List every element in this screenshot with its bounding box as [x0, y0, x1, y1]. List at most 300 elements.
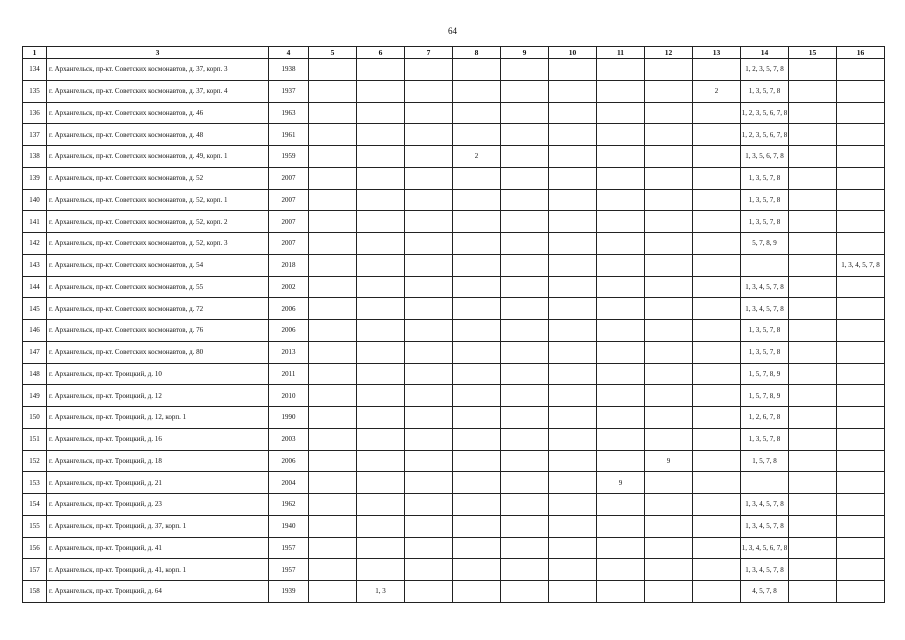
col10-cell [549, 254, 597, 276]
address-cell: г. Архангельск, пр-кт. Советских космонавтов, д. 49, корп. 1 [47, 146, 269, 168]
col8-cell [453, 167, 501, 189]
col13-cell [693, 124, 741, 146]
col10-cell [549, 581, 597, 603]
address-cell: г. Архангельск, пр-кт. Советских космонавтов, д. 80 [47, 341, 269, 363]
col9-cell [501, 363, 549, 385]
column-header: 10 [549, 47, 597, 59]
col12-cell [645, 515, 693, 537]
col6-cell [357, 102, 405, 124]
col7-cell [405, 363, 453, 385]
col16-cell [837, 189, 885, 211]
col8-cell [453, 59, 501, 81]
col16-cell [837, 276, 885, 298]
col9-cell [501, 276, 549, 298]
row-number-cell: 148 [23, 363, 47, 385]
year-cell: 1940 [269, 515, 309, 537]
col15-cell [789, 167, 837, 189]
col12-cell: 9 [645, 450, 693, 472]
col16-cell [837, 537, 885, 559]
col6-cell [357, 428, 405, 450]
year-cell: 2011 [269, 363, 309, 385]
address-cell: г. Архангельск, пр-кт. Советских космонавтов, д. 55 [47, 276, 269, 298]
col13-cell [693, 189, 741, 211]
year-cell: 1961 [269, 124, 309, 146]
col5-cell [309, 320, 357, 342]
year-cell: 1959 [269, 146, 309, 168]
table-row [23, 233, 885, 255]
col8-cell [453, 80, 501, 102]
row-number-cell: 156 [23, 537, 47, 559]
col12-cell [645, 276, 693, 298]
col14-cell: 1, 3, 5, 7, 8 [741, 189, 789, 211]
col8-cell [453, 276, 501, 298]
col14-cell: 1, 3, 5, 7, 8 [741, 428, 789, 450]
col16-cell [837, 167, 885, 189]
col10-cell [549, 494, 597, 516]
col9-cell [501, 341, 549, 363]
col10-cell [549, 146, 597, 168]
column-header: 12 [645, 47, 693, 59]
col15-cell [789, 298, 837, 320]
column-header: 16 [837, 47, 885, 59]
col5-cell [309, 472, 357, 494]
col10-cell [549, 320, 597, 342]
col9-cell [501, 124, 549, 146]
col5-cell [309, 189, 357, 211]
col7-cell [405, 341, 453, 363]
col11-cell [597, 298, 645, 320]
col7-cell [405, 385, 453, 407]
col6-cell: 1, 3 [357, 581, 405, 603]
col13-cell [693, 363, 741, 385]
column-header: 15 [789, 47, 837, 59]
table-row [23, 211, 885, 233]
col14-cell: 1, 3, 4, 5, 7, 8 [741, 494, 789, 516]
table-row [23, 341, 885, 363]
col12-cell [645, 59, 693, 81]
col5-cell [309, 341, 357, 363]
column-header: 11 [597, 47, 645, 59]
year-cell: 2002 [269, 276, 309, 298]
col9-cell [501, 254, 549, 276]
col14-cell: 1, 3, 4, 5, 6, 7, 8 [741, 537, 789, 559]
col8-cell [453, 581, 501, 603]
col11-cell [597, 407, 645, 429]
year-cell: 1963 [269, 102, 309, 124]
col16-cell [837, 385, 885, 407]
address-cell: г. Архангельск, пр-кт. Троицкий, д. 23 [47, 494, 269, 516]
col8-cell [453, 320, 501, 342]
col10-cell [549, 211, 597, 233]
year-cell: 1957 [269, 537, 309, 559]
col16-cell [837, 124, 885, 146]
row-number-cell: 141 [23, 211, 47, 233]
col8-cell [453, 298, 501, 320]
col16-cell [837, 494, 885, 516]
col7-cell [405, 428, 453, 450]
year-cell: 2007 [269, 211, 309, 233]
col10-cell [549, 124, 597, 146]
col12-cell [645, 189, 693, 211]
col15-cell [789, 581, 837, 603]
col7-cell [405, 472, 453, 494]
col13-cell [693, 515, 741, 537]
col9-cell [501, 515, 549, 537]
col11-cell [597, 276, 645, 298]
address-cell: г. Архангельск, пр-кт. Советских космонавтов, д. 52, корп. 1 [47, 189, 269, 211]
col5-cell [309, 146, 357, 168]
col15-cell [789, 124, 837, 146]
col9-cell [501, 537, 549, 559]
year-cell: 2007 [269, 167, 309, 189]
col7-cell [405, 276, 453, 298]
col13-cell [693, 385, 741, 407]
col11-cell [597, 80, 645, 102]
data-table [22, 46, 885, 603]
col5-cell [309, 515, 357, 537]
col7-cell [405, 515, 453, 537]
col15-cell [789, 428, 837, 450]
year-cell: 2018 [269, 254, 309, 276]
col11-cell [597, 211, 645, 233]
col14-cell: 1, 3, 4, 5, 7, 8 [741, 559, 789, 581]
col5-cell [309, 124, 357, 146]
col10-cell [549, 385, 597, 407]
col10-cell [549, 407, 597, 429]
col11-cell [597, 320, 645, 342]
column-header: 6 [357, 47, 405, 59]
row-number-cell: 143 [23, 254, 47, 276]
col11-cell [597, 428, 645, 450]
col11-cell [597, 494, 645, 516]
col12-cell [645, 167, 693, 189]
col10-cell [549, 537, 597, 559]
col10-cell [549, 298, 597, 320]
col14-cell: 1, 3, 4, 5, 7, 8 [741, 298, 789, 320]
table-row [23, 537, 885, 559]
col9-cell [501, 450, 549, 472]
col13-cell [693, 559, 741, 581]
col13-cell [693, 233, 741, 255]
col9-cell [501, 80, 549, 102]
col12-cell [645, 428, 693, 450]
col6-cell [357, 363, 405, 385]
col9-cell [501, 407, 549, 429]
col11-cell [597, 341, 645, 363]
col14-cell: 1, 3, 4, 5, 7, 8 [741, 276, 789, 298]
col5-cell [309, 254, 357, 276]
table-row [23, 146, 885, 168]
col15-cell [789, 515, 837, 537]
col9-cell [501, 211, 549, 233]
col5-cell [309, 494, 357, 516]
table-row [23, 102, 885, 124]
col8-cell [453, 189, 501, 211]
table-row [23, 320, 885, 342]
col6-cell [357, 80, 405, 102]
table-row [23, 428, 885, 450]
col10-cell [549, 59, 597, 81]
col12-cell [645, 581, 693, 603]
col7-cell [405, 102, 453, 124]
col6-cell [357, 167, 405, 189]
col10-cell [549, 363, 597, 385]
col6-cell [357, 494, 405, 516]
col8-cell [453, 407, 501, 429]
address-cell: г. Архангельск, пр-кт. Советских космонавтов, д. 37, корп. 4 [47, 80, 269, 102]
col10-cell [549, 102, 597, 124]
row-number-cell: 137 [23, 124, 47, 146]
col11-cell [597, 102, 645, 124]
col9-cell [501, 189, 549, 211]
col15-cell [789, 189, 837, 211]
col7-cell [405, 59, 453, 81]
col15-cell [789, 407, 837, 429]
col10-cell [549, 276, 597, 298]
col14-cell: 1, 3, 5, 7, 8 [741, 341, 789, 363]
col7-cell [405, 450, 453, 472]
row-number-cell: 139 [23, 167, 47, 189]
col13-cell [693, 102, 741, 124]
table-row [23, 559, 885, 581]
col6-cell [357, 320, 405, 342]
col13-cell [693, 254, 741, 276]
col16-cell [837, 407, 885, 429]
col14-cell: 1, 5, 7, 8, 9 [741, 385, 789, 407]
year-cell: 1962 [269, 494, 309, 516]
col6-cell [357, 515, 405, 537]
column-header: 9 [501, 47, 549, 59]
col5-cell [309, 233, 357, 255]
column-header: 7 [405, 47, 453, 59]
col7-cell [405, 167, 453, 189]
col10-cell [549, 233, 597, 255]
col11-cell [597, 59, 645, 81]
col13-cell [693, 428, 741, 450]
col5-cell [309, 581, 357, 603]
col11-cell [597, 233, 645, 255]
col6-cell [357, 211, 405, 233]
col15-cell [789, 341, 837, 363]
col10-cell [549, 472, 597, 494]
col16-cell [837, 581, 885, 603]
col10-cell [549, 515, 597, 537]
col16-cell: 1, 3, 4, 5, 7, 8 [837, 254, 885, 276]
col6-cell [357, 189, 405, 211]
col15-cell [789, 233, 837, 255]
col14-cell: 1, 2, 6, 7, 8 [741, 407, 789, 429]
col8-cell [453, 233, 501, 255]
col15-cell [789, 472, 837, 494]
column-header: 14 [741, 47, 789, 59]
col10-cell [549, 167, 597, 189]
table-row [23, 494, 885, 516]
row-number-cell: 145 [23, 298, 47, 320]
year-cell: 2010 [269, 385, 309, 407]
col14-cell: 1, 3, 5, 7, 8 [741, 211, 789, 233]
col16-cell [837, 59, 885, 81]
col7-cell [405, 189, 453, 211]
col13-cell [693, 494, 741, 516]
table-row [23, 167, 885, 189]
col7-cell [405, 320, 453, 342]
row-number-cell: 147 [23, 341, 47, 363]
col6-cell [357, 124, 405, 146]
col8-cell [453, 515, 501, 537]
col9-cell [501, 146, 549, 168]
row-number-cell: 144 [23, 276, 47, 298]
row-number-cell: 138 [23, 146, 47, 168]
col8-cell [453, 102, 501, 124]
col16-cell [837, 211, 885, 233]
address-cell: г. Архангельск, пр-кт. Троицкий, д. 37, корп. 1 [47, 515, 269, 537]
col12-cell [645, 472, 693, 494]
year-cell: 1938 [269, 59, 309, 81]
col12-cell [645, 102, 693, 124]
col12-cell [645, 320, 693, 342]
table-row [23, 407, 885, 429]
year-cell: 2003 [269, 428, 309, 450]
row-number-cell: 153 [23, 472, 47, 494]
col11-cell: 9 [597, 472, 645, 494]
col14-cell [741, 254, 789, 276]
col12-cell [645, 407, 693, 429]
col15-cell [789, 146, 837, 168]
col15-cell [789, 559, 837, 581]
col16-cell [837, 80, 885, 102]
col8-cell [453, 341, 501, 363]
col8-cell [453, 385, 501, 407]
col13-cell [693, 581, 741, 603]
col11-cell [597, 581, 645, 603]
col10-cell [549, 450, 597, 472]
col16-cell [837, 515, 885, 537]
col6-cell [357, 59, 405, 81]
col5-cell [309, 559, 357, 581]
col12-cell [645, 559, 693, 581]
col16-cell [837, 320, 885, 342]
column-header: 1 [23, 47, 47, 59]
col16-cell [837, 472, 885, 494]
address-cell: г. Архангельск, пр-кт. Троицкий, д. 18 [47, 450, 269, 472]
col8-cell: 2 [453, 146, 501, 168]
col14-cell: 1, 3, 4, 5, 7, 8 [741, 515, 789, 537]
col6-cell [357, 537, 405, 559]
col12-cell [645, 363, 693, 385]
year-cell: 1937 [269, 80, 309, 102]
col11-cell [597, 515, 645, 537]
year-cell: 2004 [269, 472, 309, 494]
address-cell: г. Архангельск, пр-кт. Советских космонавтов, д. 48 [47, 124, 269, 146]
col7-cell [405, 581, 453, 603]
col13-cell [693, 167, 741, 189]
col8-cell [453, 472, 501, 494]
col12-cell [645, 124, 693, 146]
col5-cell [309, 102, 357, 124]
col6-cell [357, 341, 405, 363]
header-row [23, 47, 885, 59]
col9-cell [501, 428, 549, 450]
year-cell: 1939 [269, 581, 309, 603]
col8-cell [453, 211, 501, 233]
col9-cell [501, 102, 549, 124]
col9-cell [501, 298, 549, 320]
col5-cell [309, 407, 357, 429]
col7-cell [405, 494, 453, 516]
col8-cell [453, 537, 501, 559]
table-row [23, 276, 885, 298]
table-row [23, 59, 885, 81]
col13-cell [693, 472, 741, 494]
table-row [23, 450, 885, 472]
col13-cell [693, 537, 741, 559]
address-cell: г. Архангельск, пр-кт. Троицкий, д. 12 [47, 385, 269, 407]
col7-cell [405, 537, 453, 559]
year-cell: 1957 [269, 559, 309, 581]
col5-cell [309, 59, 357, 81]
col7-cell [405, 80, 453, 102]
col14-cell: 1, 2, 3, 5, 6, 7, 8 [741, 124, 789, 146]
col5-cell [309, 167, 357, 189]
row-number-cell: 158 [23, 581, 47, 603]
col5-cell [309, 428, 357, 450]
address-cell: г. Архангельск, пр-кт. Советских космонавтов, д. 52, корп. 3 [47, 233, 269, 255]
col9-cell [501, 320, 549, 342]
address-cell: г. Архангельск, пр-кт. Советских космонавтов, д. 76 [47, 320, 269, 342]
table-row [23, 385, 885, 407]
col8-cell [453, 254, 501, 276]
table-row [23, 363, 885, 385]
col7-cell [405, 146, 453, 168]
col5-cell [309, 211, 357, 233]
address-cell: г. Архангельск, пр-кт. Троицкий, д. 41 [47, 537, 269, 559]
col7-cell [405, 211, 453, 233]
col9-cell [501, 472, 549, 494]
col13-cell [693, 298, 741, 320]
col13-cell [693, 146, 741, 168]
address-cell: г. Архангельск, пр-кт. Советских космонавтов, д. 37, корп. 3 [47, 59, 269, 81]
col13-cell [693, 450, 741, 472]
address-cell: г. Архангельск, пр-кт. Троицкий, д. 16 [47, 428, 269, 450]
col10-cell [549, 559, 597, 581]
col5-cell [309, 385, 357, 407]
col16-cell [837, 428, 885, 450]
col7-cell [405, 233, 453, 255]
col5-cell [309, 276, 357, 298]
column-header: 3 [47, 47, 269, 59]
col14-cell: 1, 5, 7, 8, 9 [741, 363, 789, 385]
col5-cell [309, 537, 357, 559]
col11-cell [597, 167, 645, 189]
row-number-cell: 150 [23, 407, 47, 429]
col9-cell [501, 581, 549, 603]
table-row [23, 124, 885, 146]
col7-cell [405, 124, 453, 146]
col15-cell [789, 80, 837, 102]
col14-cell: 1, 2, 3, 5, 7, 8 [741, 59, 789, 81]
col16-cell [837, 298, 885, 320]
col5-cell [309, 363, 357, 385]
address-cell: г. Архангельск, пр-кт. Советских космонавтов, д. 72 [47, 298, 269, 320]
col15-cell [789, 494, 837, 516]
col6-cell [357, 385, 405, 407]
row-number-cell: 155 [23, 515, 47, 537]
col15-cell [789, 385, 837, 407]
col12-cell [645, 233, 693, 255]
year-cell: 1990 [269, 407, 309, 429]
row-number-cell: 149 [23, 385, 47, 407]
col15-cell [789, 320, 837, 342]
